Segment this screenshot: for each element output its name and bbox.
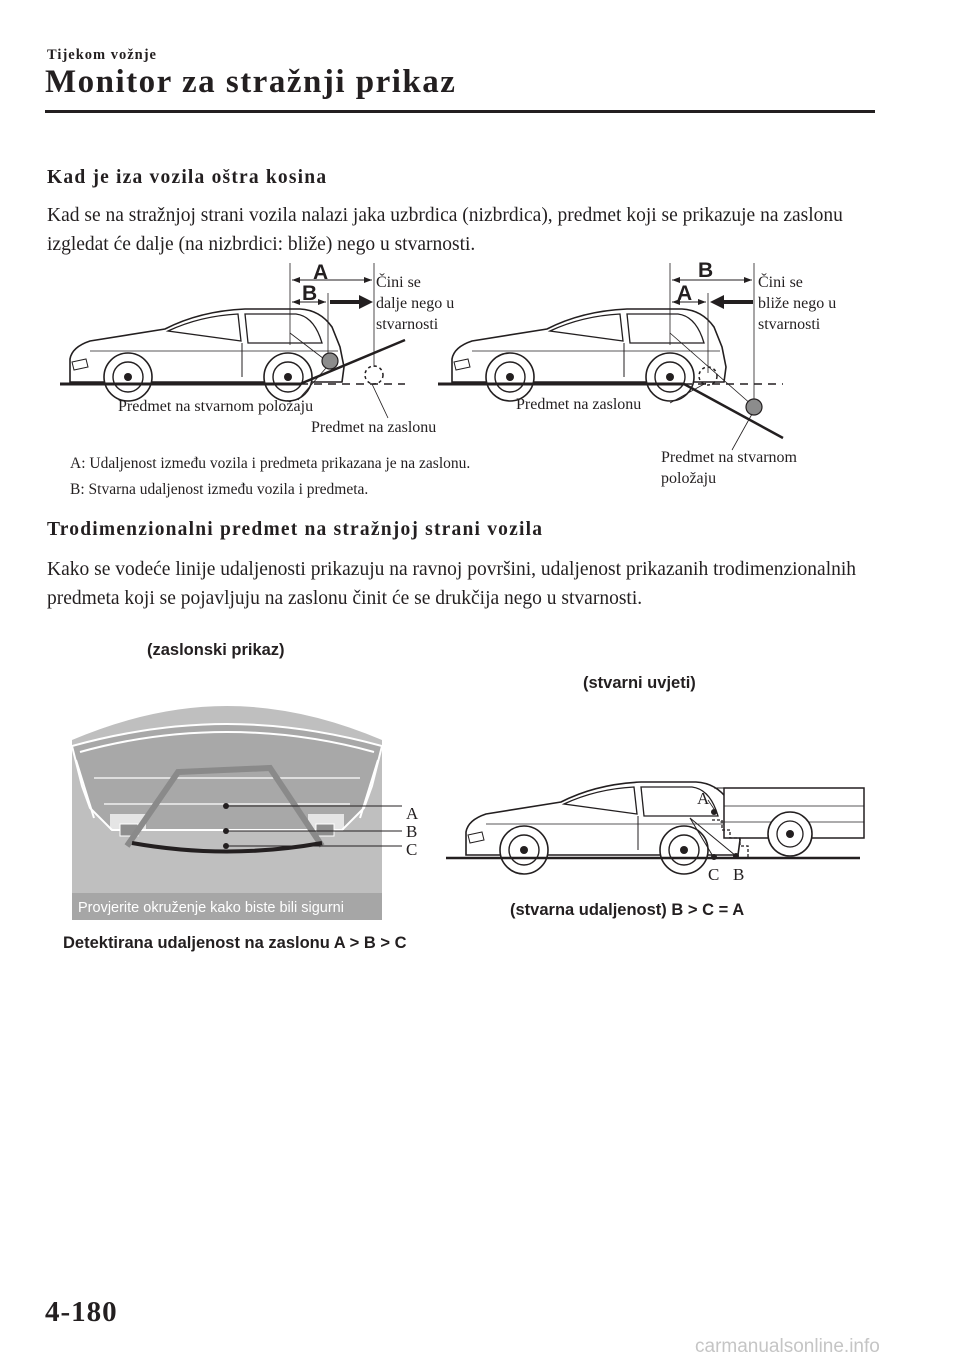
page-number: 4-180 — [45, 1296, 118, 1328]
three-d-text: Kako se vodeće linije udaljenosti prikazuju na ravnoj površini, udaljenost prikazanih trodimenzionalnih predmeta koji se pojavljuju na zaslonu činit će se drukčija nego u stvarnosti. — [47, 559, 857, 609]
label-b: B — [698, 259, 714, 282]
actual-position-label: Predmet na stvarnom položaju — [661, 449, 797, 487]
page-title: Monitor za stražnji prikaz — [45, 64, 457, 100]
actual-position-label: Predmet na stvarnom položaju — [118, 398, 314, 415]
point-a: A — [406, 804, 419, 823]
screen-result: Detektirana udaljenost na zaslonu A > B > C — [63, 934, 407, 952]
real-point-a: A — [697, 789, 710, 808]
point-b: B — [406, 822, 418, 841]
screen-view-caption: (zaslonski prikaz) — [147, 641, 285, 659]
real-view-caption: (stvarni uvjeti) — [583, 674, 696, 692]
downhill-diagram — [438, 255, 878, 495]
screen-object-label: Predmet na zaslonu — [516, 396, 642, 413]
watermark: carmanualsonline.info — [695, 1336, 880, 1357]
point-c: C — [406, 840, 418, 859]
screen-warning: Provjerite okruženje kako biste bili sigurni — [78, 900, 344, 916]
real-result: (stvarna udaljenost) B > C = A — [510, 901, 745, 919]
real-conditions-diagram — [440, 760, 880, 890]
screen-point-labels — [406, 805, 418, 859]
three-d-heading: Trodimenzionalni predmet na stražnjoj strani vozila — [47, 519, 544, 540]
legend-b: B: Stvarna udaljenost između vozila i predmeta. — [70, 481, 369, 498]
title-rule — [45, 110, 875, 113]
real-point-c: C — [708, 865, 720, 884]
uphill-diagram — [60, 255, 480, 445]
appears-farther-label: Čini se dalje nego u stvarnosti — [376, 274, 455, 333]
screen-object-label: Predmet na zaslonu — [311, 419, 437, 436]
label-a: A — [677, 282, 693, 305]
slope-legend — [70, 451, 470, 503]
legend-a: A: Udaljenost između vozila i predmeta prikazana je na zaslonu. — [70, 455, 471, 472]
camera-screen — [72, 668, 382, 920]
real-point-b: B — [733, 865, 745, 884]
label-a: A — [313, 261, 329, 284]
slope-text: Kad se na stražnjoj strani vozila nalazi jaka uzbrdica (nizbrdica), predmet koji se prikazuje na zaslonu izgledat će dalje (na nizbrdici: bliže) nego u stvarnosti. — [47, 205, 843, 255]
appears-closer-label: Čini se bliže nego u stvarnosti — [758, 274, 837, 333]
slope-heading: Kad je iza vozila oštra kosina — [47, 167, 328, 188]
label-b: B — [302, 282, 318, 305]
section-header: Tijekom vožnje — [47, 47, 157, 63]
